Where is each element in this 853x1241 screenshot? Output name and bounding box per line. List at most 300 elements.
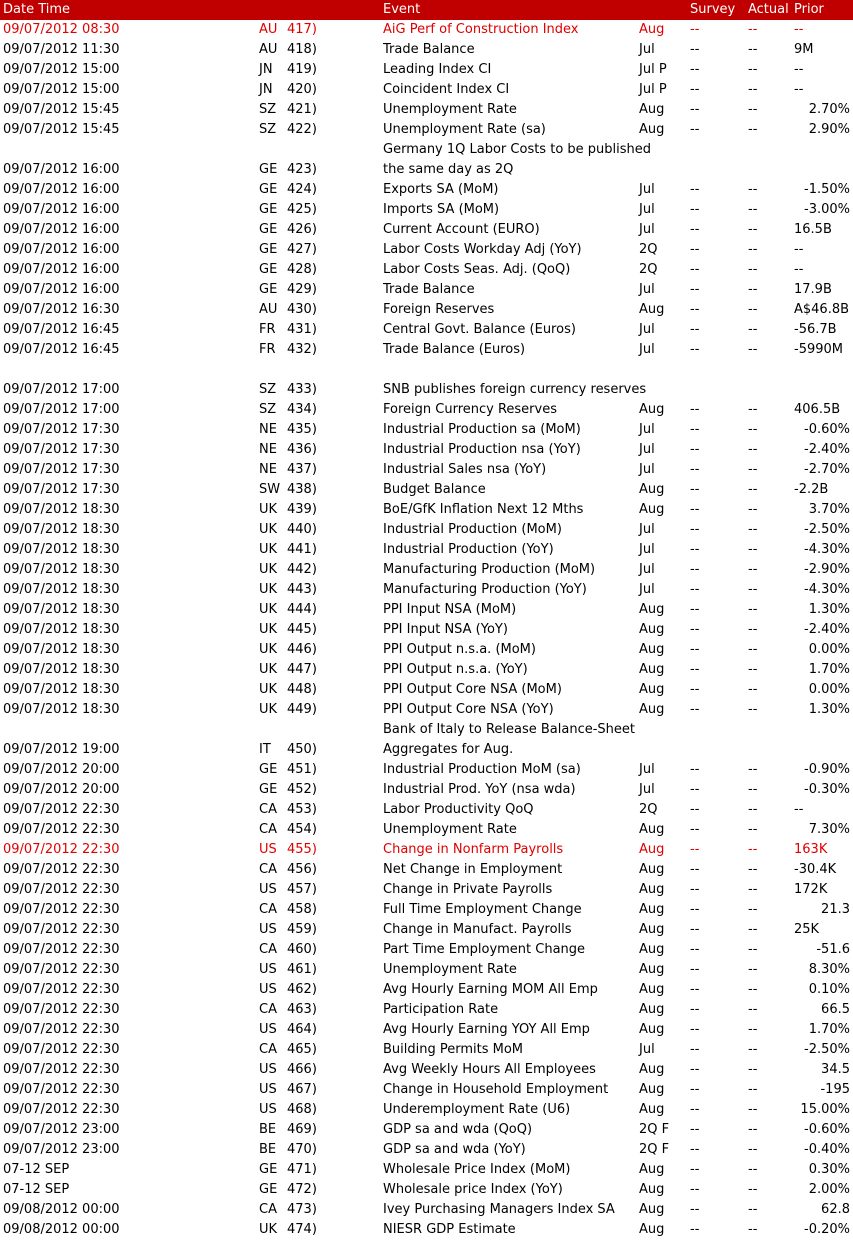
table-row	[0, 440, 853, 460]
ticker-number-cell: 448)	[287, 682, 317, 697]
survey-cell: --	[690, 122, 700, 137]
period-cell: Aug	[639, 502, 665, 517]
period-cell: Aug	[639, 902, 665, 917]
table-row	[0, 1100, 853, 1120]
prior-cell: -2.50%	[804, 522, 850, 537]
date-time-cell: 09/07/2012 23:00	[3, 1142, 120, 1157]
prior-cell: -2.2B	[794, 482, 829, 497]
country-cell: US	[259, 922, 277, 937]
actual-cell: --	[748, 262, 758, 277]
period-cell: Aug	[639, 1202, 665, 1217]
prior-cell: -2.90%	[804, 562, 850, 577]
actual-cell: --	[748, 862, 758, 877]
table-row	[0, 760, 853, 780]
date-time-cell: 09/07/2012 22:30	[3, 1062, 120, 1077]
actual-cell: --	[748, 542, 758, 557]
prior-cell: -2.40%	[804, 442, 850, 457]
period-cell: 2Q	[639, 262, 658, 277]
ticker-number-cell: 451)	[287, 762, 317, 777]
ticker-number-cell: 469)	[287, 1122, 317, 1137]
event-cell: Coincident Index CI	[383, 82, 510, 97]
event-cell: Imports SA (MoM)	[383, 202, 500, 217]
survey-cell: --	[690, 842, 700, 857]
country-cell: SZ	[259, 102, 277, 117]
survey-cell: --	[690, 1002, 700, 1017]
date-time-cell: 09/07/2012 16:00	[3, 222, 120, 237]
survey-cell: --	[690, 482, 700, 497]
period-cell: 2Q F	[639, 1142, 670, 1157]
table-row	[0, 280, 853, 300]
table-row	[0, 1140, 853, 1160]
country-cell: UK	[259, 682, 278, 697]
survey-cell: --	[690, 42, 700, 57]
table-row	[0, 220, 853, 240]
country-cell: UK	[259, 622, 278, 637]
actual-cell: --	[748, 642, 758, 657]
date-time-cell: 09/07/2012 18:30	[3, 702, 120, 717]
table-row	[0, 160, 853, 180]
event-cell: Manufacturing Production (MoM)	[383, 562, 596, 577]
country-cell: GE	[259, 1162, 278, 1177]
ticker-number-cell: 458)	[287, 902, 317, 917]
prior-cell: 0.00%	[808, 682, 850, 697]
country-cell: US	[259, 1082, 277, 1097]
prior-cell: 0.10%	[808, 982, 850, 997]
period-cell: Aug	[639, 1002, 665, 1017]
date-time-cell: 09/07/2012 18:30	[3, 642, 120, 657]
actual-cell: --	[748, 62, 758, 77]
ticker-number-cell: 450)	[287, 742, 317, 757]
survey-cell: --	[690, 342, 700, 357]
ticker-number-cell: 423)	[287, 162, 317, 177]
event-cell: Budget Balance	[383, 482, 486, 497]
prior-cell: 1.70%	[808, 662, 850, 677]
actual-cell: --	[748, 922, 758, 937]
period-cell: Jul	[639, 462, 655, 477]
period-cell: Aug	[639, 22, 665, 37]
period-cell: Aug	[639, 1062, 665, 1077]
table-row	[0, 360, 853, 380]
event-cell: Labor Costs Seas. Adj. (QoQ)	[383, 262, 571, 277]
table-row	[0, 680, 853, 700]
table-row	[0, 860, 853, 880]
date-time-cell: 07-12 SEP	[3, 1162, 70, 1177]
ticker-number-cell: 449)	[287, 702, 317, 717]
prior-cell: 172K	[794, 882, 828, 897]
survey-cell: --	[690, 182, 700, 197]
period-cell: Jul P	[639, 62, 667, 77]
survey-cell: --	[690, 782, 700, 797]
header-date-time: Date Time	[3, 2, 71, 17]
country-cell: GE	[259, 182, 278, 197]
country-cell: UK	[259, 562, 278, 577]
event-cell: Unemployment Rate	[383, 102, 517, 117]
header-actual: Actual	[748, 2, 789, 17]
country-cell: JN	[259, 62, 273, 77]
event-cell: Labor Costs Workday Adj (YoY)	[383, 242, 582, 257]
ticker-number-cell: 417)	[287, 22, 317, 37]
table-row	[0, 1160, 853, 1180]
ticker-number-cell: 432)	[287, 342, 317, 357]
prior-cell: --	[794, 802, 804, 817]
actual-cell: --	[748, 182, 758, 197]
country-cell: CA	[259, 1002, 277, 1017]
event-cell: PPI Input NSA (MoM)	[383, 602, 517, 617]
period-cell: Aug	[639, 682, 665, 697]
event-cell: GDP sa and wda (QoQ)	[383, 1122, 533, 1137]
date-time-cell: 09/07/2012 16:30	[3, 302, 120, 317]
prior-cell: -2.70%	[804, 462, 850, 477]
ticker-number-cell: 447)	[287, 662, 317, 677]
actual-cell: --	[748, 1082, 758, 1097]
prior-cell: -1.50%	[804, 182, 850, 197]
actual-cell: --	[748, 42, 758, 57]
actual-cell: --	[748, 1062, 758, 1077]
table-row	[0, 800, 853, 820]
event-cell: Bank of Italy to Release Balance-Sheet	[383, 722, 636, 737]
survey-cell: --	[690, 1022, 700, 1037]
actual-cell: --	[748, 102, 758, 117]
survey-cell: --	[690, 262, 700, 277]
country-cell: IT	[259, 742, 271, 757]
country-cell: UK	[259, 582, 278, 597]
event-cell: Change in Nonfarm Payrolls	[383, 842, 564, 857]
event-cell: Current Account (EURO)	[383, 222, 540, 237]
date-time-cell: 09/07/2012 16:00	[3, 242, 120, 257]
ticker-number-cell: 470)	[287, 1142, 317, 1157]
date-time-cell: 09/07/2012 22:30	[3, 1082, 120, 1097]
actual-cell: --	[748, 662, 758, 677]
event-cell: SNB publishes foreign currency reserves	[383, 382, 647, 397]
period-cell: Jul	[639, 762, 655, 777]
actual-cell: --	[748, 1102, 758, 1117]
event-cell: Aggregates for Aug.	[383, 742, 514, 757]
table-row	[0, 1220, 853, 1240]
country-cell: JN	[259, 82, 273, 97]
date-time-cell: 09/07/2012 16:00	[3, 182, 120, 197]
period-cell: Aug	[639, 1082, 665, 1097]
prior-cell: 1.70%	[808, 1022, 850, 1037]
country-cell: FR	[259, 342, 276, 357]
table-row	[0, 820, 853, 840]
event-cell: Underemployment Rate (U6)	[383, 1102, 571, 1117]
date-time-cell: 09/07/2012 18:30	[3, 602, 120, 617]
prior-cell: 163K	[794, 842, 828, 857]
table-row	[0, 460, 853, 480]
survey-cell: --	[690, 422, 700, 437]
event-cell: PPI Output Core NSA (YoY)	[383, 702, 554, 717]
prior-cell: 21.3	[821, 902, 850, 917]
prior-cell: 66.5	[821, 1002, 850, 1017]
prior-cell: -51.6	[816, 942, 850, 957]
survey-cell: --	[690, 1122, 700, 1137]
table-row	[0, 1180, 853, 1200]
event-cell: Industrial Production (YoY)	[383, 542, 554, 557]
prior-cell: -5990M	[794, 342, 843, 357]
country-cell: CA	[259, 1042, 277, 1057]
ticker-number-cell: 442)	[287, 562, 317, 577]
date-time-cell: 09/07/2012 17:30	[3, 422, 120, 437]
date-time-cell: 09/07/2012 17:00	[3, 402, 120, 417]
period-cell: Aug	[639, 962, 665, 977]
event-cell: Industrial Prod. YoY (nsa wda)	[383, 782, 576, 797]
country-cell: GE	[259, 1182, 278, 1197]
date-time-cell: 09/07/2012 17:30	[3, 462, 120, 477]
actual-cell: --	[748, 302, 758, 317]
actual-cell: --	[748, 1222, 758, 1237]
event-cell: Labor Productivity QoQ	[383, 802, 534, 817]
actual-cell: --	[748, 962, 758, 977]
event-cell: Participation Rate	[383, 1002, 499, 1017]
table-row	[0, 880, 853, 900]
table-row	[0, 120, 853, 140]
prior-cell: 16.5B	[794, 222, 832, 237]
country-cell: AU	[259, 22, 278, 37]
header-event: Event	[383, 2, 421, 17]
event-cell: Full Time Employment Change	[383, 902, 582, 917]
table-row	[0, 660, 853, 680]
event-cell: Germany 1Q Labor Costs to be published	[383, 142, 652, 157]
survey-cell: --	[690, 802, 700, 817]
table-row	[0, 40, 853, 60]
table-row	[0, 140, 853, 160]
survey-cell: --	[690, 1162, 700, 1177]
event-cell: PPI Input NSA (YoY)	[383, 622, 508, 637]
survey-cell: --	[690, 1222, 700, 1237]
date-time-cell: 09/07/2012 16:00	[3, 282, 120, 297]
country-cell: AU	[259, 302, 278, 317]
survey-cell: --	[690, 702, 700, 717]
table-row	[0, 720, 853, 740]
country-cell: SZ	[259, 382, 277, 397]
country-cell: GE	[259, 762, 278, 777]
date-time-cell: 09/07/2012 15:45	[3, 122, 120, 137]
actual-cell: --	[748, 1122, 758, 1137]
country-cell: US	[259, 842, 277, 857]
ticker-number-cell: 422)	[287, 122, 317, 137]
period-cell: Jul	[639, 422, 655, 437]
period-cell: Jul	[639, 322, 655, 337]
event-cell: Industrial Sales nsa (YoY)	[383, 462, 547, 477]
actual-cell: --	[748, 482, 758, 497]
period-cell: Aug	[639, 642, 665, 657]
period-cell: Aug	[639, 982, 665, 997]
period-cell: Aug	[639, 102, 665, 117]
country-cell: CA	[259, 902, 277, 917]
prior-cell: -2.50%	[804, 1042, 850, 1057]
survey-cell: --	[690, 982, 700, 997]
survey-cell: --	[690, 642, 700, 657]
event-cell: Leading Index CI	[383, 62, 492, 77]
event-cell: Unemployment Rate	[383, 822, 517, 837]
date-time-cell: 09/07/2012 16:45	[3, 322, 120, 337]
country-cell: GE	[259, 242, 278, 257]
date-time-cell: 09/07/2012 22:30	[3, 1042, 120, 1057]
actual-cell: --	[748, 622, 758, 637]
period-cell: Aug	[639, 662, 665, 677]
table-row	[0, 1040, 853, 1060]
event-cell: GDP sa and wda (YoY)	[383, 1142, 526, 1157]
country-cell: SW	[259, 482, 281, 497]
actual-cell: --	[748, 582, 758, 597]
ticker-number-cell: 420)	[287, 82, 317, 97]
table-row	[0, 400, 853, 420]
event-cell: Manufacturing Production (YoY)	[383, 582, 587, 597]
actual-cell: --	[748, 82, 758, 97]
actual-cell: --	[748, 762, 758, 777]
date-time-cell: 09/07/2012 20:00	[3, 762, 120, 777]
country-cell: BE	[259, 1142, 277, 1157]
actual-cell: --	[748, 402, 758, 417]
ticker-number-cell: 431)	[287, 322, 317, 337]
survey-cell: --	[690, 942, 700, 957]
actual-cell: --	[748, 842, 758, 857]
country-cell: US	[259, 1022, 277, 1037]
ticker-number-cell: 472)	[287, 1182, 317, 1197]
ticker-number-cell: 464)	[287, 1022, 317, 1037]
table-row	[0, 200, 853, 220]
event-cell: Wholesale price Index (YoY)	[383, 1182, 563, 1197]
table-row	[0, 60, 853, 80]
period-cell: Jul	[639, 282, 655, 297]
prior-cell: 17.9B	[794, 282, 832, 297]
ticker-number-cell: 433)	[287, 382, 317, 397]
date-time-cell: 09/07/2012 18:30	[3, 562, 120, 577]
event-cell: Trade Balance	[383, 42, 475, 57]
ticker-number-cell: 461)	[287, 962, 317, 977]
event-cell: the same day as 2Q	[383, 162, 514, 177]
date-time-cell: 07-12 SEP	[3, 1182, 70, 1197]
table-row	[0, 1020, 853, 1040]
survey-cell: --	[690, 622, 700, 637]
date-time-cell: 09/07/2012 18:30	[3, 542, 120, 557]
actual-cell: --	[748, 1042, 758, 1057]
table-row	[0, 780, 853, 800]
table-row	[0, 1060, 853, 1080]
table-row	[0, 940, 853, 960]
actual-cell: --	[748, 282, 758, 297]
country-cell: SZ	[259, 122, 277, 137]
actual-cell: --	[748, 422, 758, 437]
country-cell: GE	[259, 222, 278, 237]
actual-cell: --	[748, 1002, 758, 1017]
survey-cell: --	[690, 662, 700, 677]
country-cell: UK	[259, 542, 278, 557]
country-cell: CA	[259, 1202, 277, 1217]
survey-cell: --	[690, 202, 700, 217]
country-cell: GE	[259, 162, 278, 177]
actual-cell: --	[748, 802, 758, 817]
period-cell: Aug	[639, 922, 665, 937]
survey-cell: --	[690, 302, 700, 317]
date-time-cell: 09/07/2012 22:30	[3, 1002, 120, 1017]
date-time-cell: 09/07/2012 22:30	[3, 842, 120, 857]
date-time-cell: 09/07/2012 08:30	[3, 22, 120, 37]
actual-cell: --	[748, 602, 758, 617]
country-cell: BE	[259, 1122, 277, 1137]
country-cell: US	[259, 982, 277, 997]
period-cell: Jul	[639, 182, 655, 197]
ticker-number-cell: 421)	[287, 102, 317, 117]
prior-cell: -4.30%	[804, 542, 850, 557]
period-cell: Jul	[639, 582, 655, 597]
ticker-number-cell: 471)	[287, 1162, 317, 1177]
ticker-number-cell: 474)	[287, 1222, 317, 1237]
date-time-cell: 09/07/2012 22:30	[3, 1102, 120, 1117]
event-cell: AiG Perf of Construction Index	[383, 22, 579, 37]
ticker-number-cell: 440)	[287, 522, 317, 537]
actual-cell: --	[748, 1142, 758, 1157]
table-row	[0, 740, 853, 760]
survey-cell: --	[690, 502, 700, 517]
date-time-cell: 09/07/2012 22:30	[3, 882, 120, 897]
date-time-cell: 09/07/2012 17:00	[3, 382, 120, 397]
date-time-cell: 09/07/2012 22:30	[3, 1022, 120, 1037]
survey-cell: --	[690, 862, 700, 877]
event-cell: Net Change in Employment	[383, 862, 563, 877]
period-cell: Aug	[639, 622, 665, 637]
prior-cell: -0.90%	[804, 762, 850, 777]
prior-cell: -56.7B	[794, 322, 837, 337]
actual-cell: --	[748, 1022, 758, 1037]
ticker-number-cell: 438)	[287, 482, 317, 497]
period-cell: Aug	[639, 1162, 665, 1177]
event-cell: Avg Weekly Hours All Employees	[383, 1062, 596, 1077]
ticker-number-cell: 465)	[287, 1042, 317, 1057]
period-cell: Jul	[639, 1042, 655, 1057]
country-cell: US	[259, 1062, 277, 1077]
ticker-number-cell: 456)	[287, 862, 317, 877]
table-row	[0, 500, 853, 520]
date-time-cell: 09/07/2012 16:00	[3, 202, 120, 217]
date-time-cell: 09/07/2012 18:30	[3, 582, 120, 597]
country-cell: AU	[259, 42, 278, 57]
prior-cell: -2.40%	[804, 622, 850, 637]
table-row	[0, 600, 853, 620]
survey-cell: --	[690, 1182, 700, 1197]
ticker-number-cell: 437)	[287, 462, 317, 477]
survey-cell: --	[690, 442, 700, 457]
prior-cell: 0.30%	[808, 1162, 850, 1177]
date-time-cell: 09/07/2012 22:30	[3, 922, 120, 937]
date-time-cell: 09/08/2012 00:00	[3, 1222, 120, 1237]
actual-cell: --	[748, 702, 758, 717]
country-cell: NE	[259, 442, 277, 457]
date-time-cell: 09/08/2012 00:00	[3, 1202, 120, 1217]
table-row	[0, 380, 853, 400]
ticker-number-cell: 453)	[287, 802, 317, 817]
event-cell: Avg Hourly Earning YOY All Emp	[383, 1022, 590, 1037]
survey-cell: --	[690, 582, 700, 597]
table-row	[0, 260, 853, 280]
event-cell: Building Permits MoM	[383, 1042, 524, 1057]
event-cell: Avg Hourly Earning MOM All Emp	[383, 982, 598, 997]
date-time-cell: 09/07/2012 18:30	[3, 682, 120, 697]
prior-cell: 15.00%	[800, 1102, 850, 1117]
date-time-cell: 09/07/2012 19:00	[3, 742, 120, 757]
event-cell: BoE/GfK Inflation Next 12 Mths	[383, 502, 584, 517]
table-row	[0, 900, 853, 920]
ticker-number-cell: 429)	[287, 282, 317, 297]
ticker-number-cell: 468)	[287, 1102, 317, 1117]
ticker-number-cell: 439)	[287, 502, 317, 517]
date-time-cell: 09/07/2012 22:30	[3, 942, 120, 957]
date-time-cell: 09/07/2012 22:30	[3, 962, 120, 977]
table-row	[0, 300, 853, 320]
ticker-number-cell: 462)	[287, 982, 317, 997]
table-row	[0, 340, 853, 360]
table-row	[0, 100, 853, 120]
